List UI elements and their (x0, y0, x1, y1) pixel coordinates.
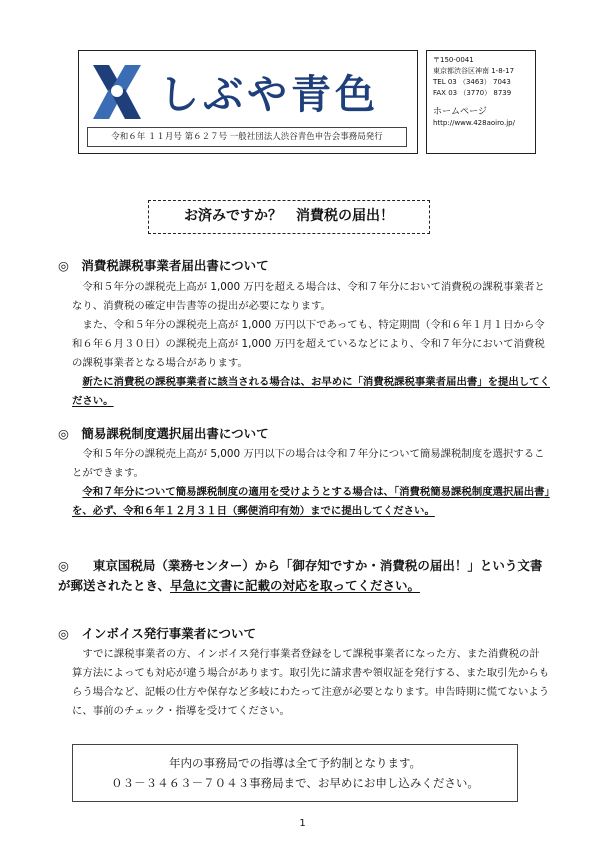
appointment-line-2: ０３－３４６３－７０４３事務局まで、お早めにお申し込みください。 (111, 776, 479, 790)
appointment-line-1: 年内の事務局での指導は全て予約制となります。 (168, 756, 422, 770)
fax: FAX 03 （3770） 8739 (433, 89, 512, 97)
shibuya-logo-mark-icon (89, 59, 145, 123)
homepage-label: ホームページ (433, 107, 487, 117)
page-number: 1 (299, 818, 306, 829)
section-body-tax-registration (72, 278, 550, 411)
contact-box (426, 50, 536, 154)
section-body-invoice (72, 645, 550, 721)
notice-text: 東京国税局（業務センター）から「御存知ですか・消費税の届出！」という文書が郵送されたとき、 (58, 558, 543, 593)
postal-code: 〒150-0041 (433, 56, 474, 64)
bullet-mark: ◎ (58, 558, 69, 573)
masthead-title: しぶや青色 (159, 72, 379, 118)
paragraph: すでに課税事業者の方、インボイス発行事業者登録をして課税事業者になった方、また消費税の計算方法によっても対応が違う場合があります。取引先に請求書や領収証を発行する、また取引先からもらう場合など、記帳の仕方や保存など多岐にわたって注意が必要となります。申告時期に慌てないように、事前のチェック・指導を受けてください。 (72, 648, 550, 717)
section-heading-tax-registration: ◎ 消費税課税事業者届出書について (58, 258, 269, 273)
section-notice-tax-office (58, 556, 550, 596)
issue-line: 令和６年 １１月号 第６２７号 一般社団法人渋谷青色申告会事務局発行 (87, 127, 407, 147)
section-heading-simplified-tax: ◎ 簡易課税制度選択届出書について (58, 426, 269, 441)
emphasis-paragraph: 令和７年分について簡易課税制度の適用を受けようとする場合は、「消費税簡易課税制度選択届出書」を、必ず、令和６年１２月３１日（郵便消印有効）までに提出してください。 (72, 486, 550, 517)
section-heading-invoice: ◎ インボイス発行事業者について (58, 626, 257, 641)
appointment-notice-box (72, 744, 518, 802)
paragraph: また、令和５年分の課税売上高が 1,000 万円以下であっても、特定期間（令和６年１月１日から令和６年６月３０日）の課税売上高が 1,000 万円を超えているなどにより、令和７年分において消費税の課税事業者となる場合があります。 (72, 319, 545, 369)
section-body-simplified-tax (72, 445, 550, 521)
notice-emphasis: 早急に文書に記載の対応を取ってください。 (170, 578, 421, 593)
address: 東京都渋谷区神南 1-8-17 (433, 67, 515, 75)
paragraph: 令和５年分の課税売上高が 1,000 万円を超える場合は、令和７年分において消費税の課税事業者となり、消費税の確定申告書等の提出が必要になります。 (72, 281, 545, 312)
tel: TEL 03 （3463） 7043 (433, 78, 511, 86)
masthead (78, 50, 418, 154)
homepage-url[interactable]: http://www.428aoiro.jp/ (433, 119, 515, 127)
page-title: お済みですか？ 消費税の届出！ (148, 200, 430, 234)
paragraph: 令和５年分の課税売上高が 5,000 万円以下の場合は令和７年分について簡易課税制度を選択することができます。 (72, 448, 545, 479)
emphasis-paragraph: 新たに消費税の課税事業者に該当される場合は、お早めに「消費税課税事業者届出書」を提出してください。 (72, 376, 550, 407)
